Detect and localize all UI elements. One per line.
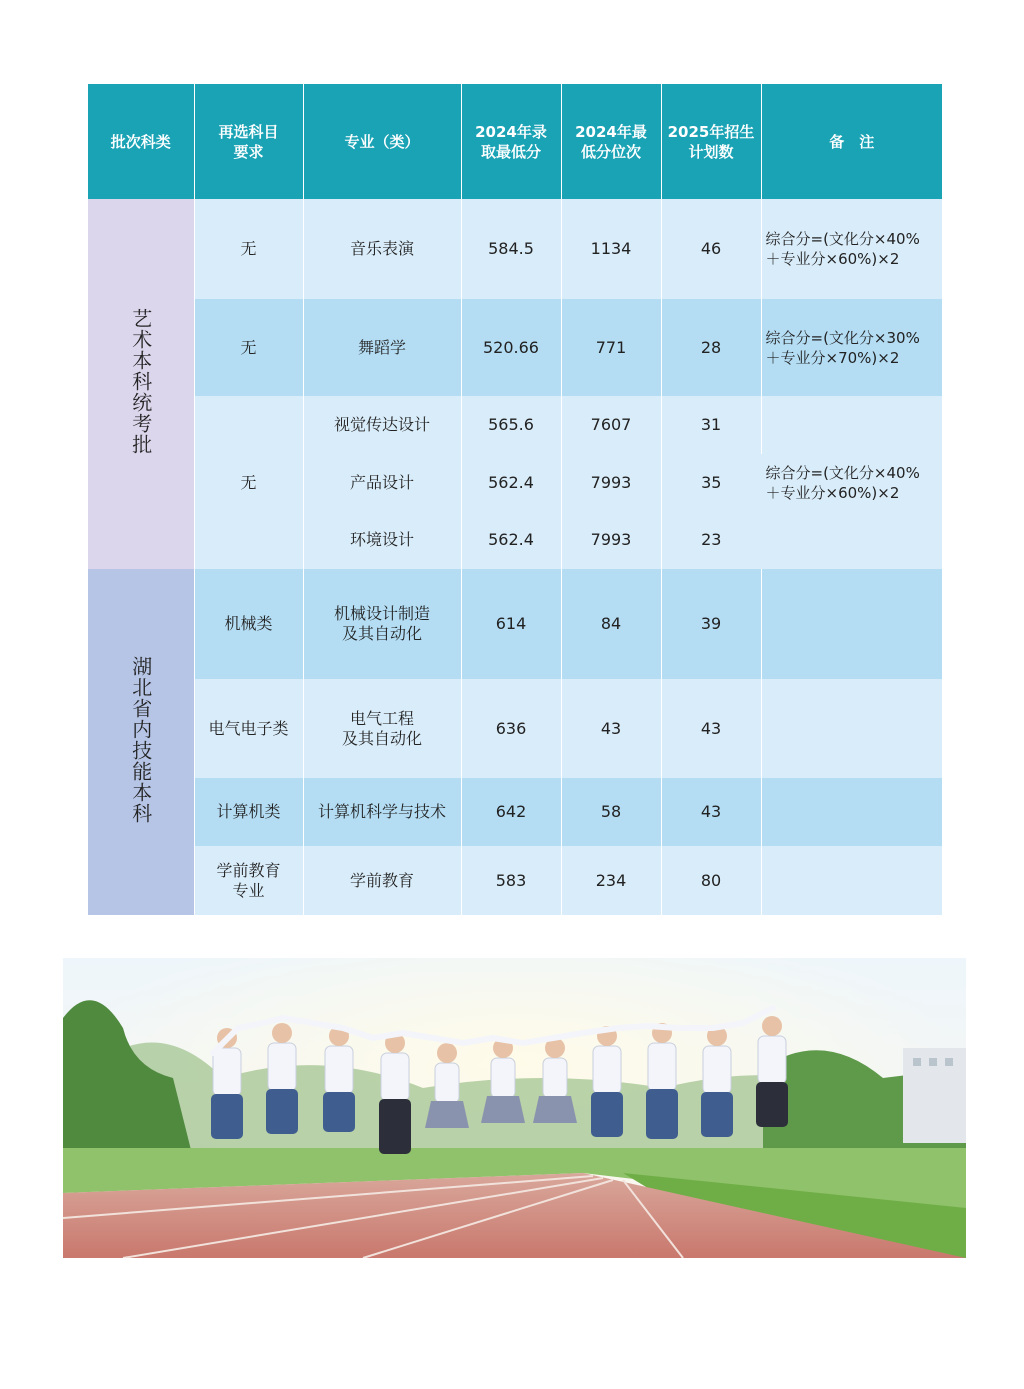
note-cell: 综合分=(文化分×40% ＋专业分×60%)×2 (761, 199, 942, 299)
header-requirement: 再选科目 要求 (194, 84, 303, 199)
note-cell: 综合分=(文化分×30% ＋专业分×70%)×2 (761, 299, 942, 396)
min-score-cell: 562.4 (461, 454, 561, 511)
plan-cell: 46 (661, 199, 761, 299)
plan-cell: 35 (661, 454, 761, 511)
min-score-cell: 520.66 (461, 299, 561, 396)
admission-table-container (88, 84, 942, 915)
min-rank-cell: 84 (561, 569, 661, 679)
table-row (88, 679, 942, 778)
min-rank-cell: 43 (561, 679, 661, 778)
photo-illustration (63, 958, 966, 1258)
plan-cell: 80 (661, 846, 761, 915)
min-score-cell: 565.6 (461, 396, 561, 454)
major-cell: 舞蹈学 (303, 299, 461, 396)
header-row (88, 84, 942, 199)
group-label: 湖北省内技能本科 (128, 655, 153, 824)
requirement-cell: 电气电子类 (194, 679, 303, 778)
header-min-score-2024: 2024年录 取最低分 (461, 84, 561, 199)
min-rank-cell: 7607 (561, 396, 661, 454)
min-score-cell: 562.4 (461, 511, 561, 569)
group-label: 艺术本科统考批 (128, 308, 153, 455)
requirement-cell: 学前教育 专业 (194, 846, 303, 915)
requirement-cell: 无 (194, 299, 303, 396)
min-score-cell: 614 (461, 569, 561, 679)
requirement-cell: 无 (194, 396, 303, 569)
note-cell (761, 778, 942, 846)
admission-table (88, 84, 942, 915)
plan-cell: 28 (661, 299, 761, 396)
requirement-cell: 无 (194, 199, 303, 299)
table-row (88, 396, 942, 454)
min-score-cell: 583 (461, 846, 561, 915)
students-jumping-photo (63, 958, 966, 1258)
plan-cell: 43 (661, 679, 761, 778)
note-cell (761, 846, 942, 915)
group-cell-hubei (88, 569, 194, 915)
min-rank-cell: 771 (561, 299, 661, 396)
major-cell: 电气工程 及其自动化 (303, 679, 461, 778)
header-min-rank-2024: 2024年最 低分位次 (561, 84, 661, 199)
min-rank-cell: 7993 (561, 454, 661, 511)
table-row (88, 846, 942, 915)
note-cell: 综合分=(文化分×40% ＋专业分×60%)×2 (761, 396, 942, 569)
note-cell (761, 569, 942, 679)
min-score-cell: 642 (461, 778, 561, 846)
header-plan-2025: 2025年招生 计划数 (661, 84, 761, 199)
min-rank-cell: 7993 (561, 511, 661, 569)
plan-cell: 23 (661, 511, 761, 569)
major-cell: 计算机科学与技术 (303, 778, 461, 846)
min-score-cell: 636 (461, 679, 561, 778)
major-cell: 产品设计 (303, 454, 461, 511)
plan-cell: 39 (661, 569, 761, 679)
plan-cell: 31 (661, 396, 761, 454)
header-batch: 批次科类 (88, 84, 194, 199)
plan-cell: 43 (661, 778, 761, 846)
requirement-cell: 计算机类 (194, 778, 303, 846)
header-note: 备 注 (761, 84, 942, 199)
table-row (88, 299, 942, 396)
major-cell: 音乐表演 (303, 199, 461, 299)
min-rank-cell: 58 (561, 778, 661, 846)
header-major: 专业（类） (303, 84, 461, 199)
major-cell: 视觉传达设计 (303, 396, 461, 454)
min-rank-cell: 1134 (561, 199, 661, 299)
major-cell: 机械设计制造 及其自动化 (303, 569, 461, 679)
group-cell-art (88, 199, 194, 569)
major-cell: 环境设计 (303, 511, 461, 569)
requirement-cell: 机械类 (194, 569, 303, 679)
table-row (88, 569, 942, 679)
min-rank-cell: 234 (561, 846, 661, 915)
min-score-cell: 584.5 (461, 199, 561, 299)
table-row (88, 778, 942, 846)
major-cell: 学前教育 (303, 846, 461, 915)
table-row (88, 199, 942, 299)
note-cell (761, 679, 942, 778)
